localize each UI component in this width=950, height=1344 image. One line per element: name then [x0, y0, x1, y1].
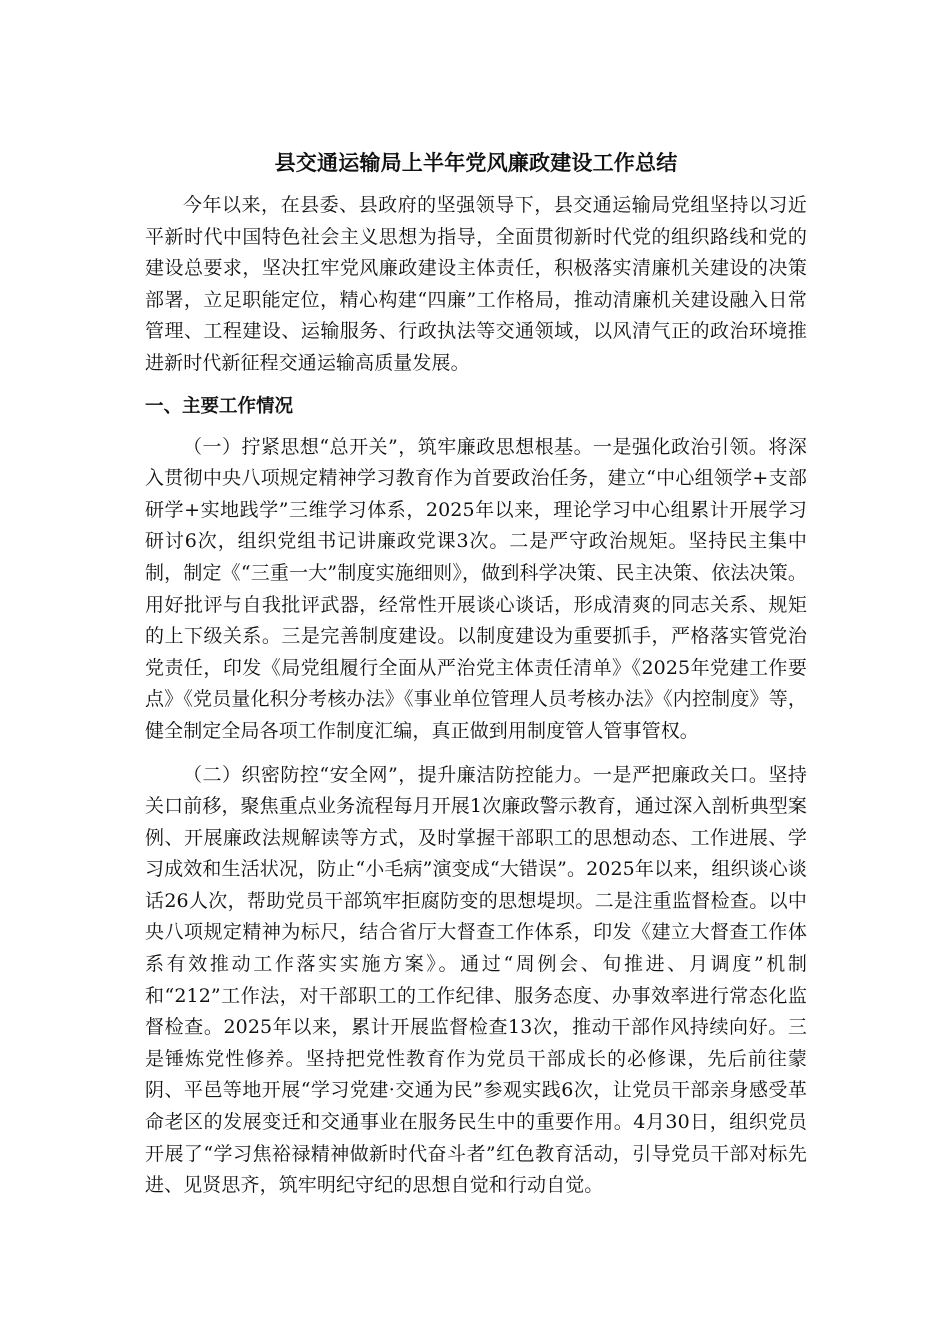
document-title: 县交通运输局上半年党风廉政建设工作总结: [274, 151, 678, 175]
section-heading-main-work: 一、主要工作情况: [145, 395, 294, 417]
paragraph-ideology: （一）拧紧思想“总开关”，筑牢廉政思想根基。一是强化政治引领。将深入贯彻中央八项规定精神学习教育作为首要政治任务，建立“中心组领学+支部研学+实地践学”三维学习体系，2025年以来，理论学习中心组累计开展学习研讨6次，组织党组书记讲廉政党课3次。二是严守政治规矩。坚持民主集中制，制定《“三重一大”制度实施细则》，做到科学决策、民主决策、依法决策。用好批评与自我批评武器，经常性开展谈心谈话，形成清爽的同志关系、规矩的上下级关系。三是完善制度建设。以制度建设为重要抓手，严格落实管党治党责任，印发《局党组履行全面从严治党主体责任清单》《2025年党建工作要点》《党员量化积分考核办法》《事业单位管理人员考核办法》《内控制度》等，健全制定全局各项工作制度汇编，真正做到用制度管人管事管权。: [145, 435, 807, 742]
intro-paragraph: 今年以来，在县委、县政府的坚强领导下，县交通运输局党组坚持以习近平新时代中国特色社会主义思想为指导，全面贯彻新时代党的组织路线和党的建设总要求，坚决扛牢党风廉政建设主体责任，积极落实清廉机关建设的决策部署，立足职能定位，精心构建“四廉”工作格局，推动清廉机关建设融入日常管理、工程建设、运输服务、行政执法等交通领域，以风清气正的政治环境推进新时代新征程交通运输高质量发展。: [145, 194, 807, 374]
paragraph-risk-control: （二）织密防控“安全网”，提升廉洁防控能力。一是严把廉政关口。坚持关口前移，聚焦重点业务流程每月开展1次廉政警示教育，通过深入剖析典型案例、开展廉政法规解读等方式，及时掌握干部职工的思想动态、工作进展、学习成效和生活状况，防止“小毛病”演变成“大错误”。2025年以来，组织谈心谈话26人次，帮助党员干部筑牢拒腐防变的思想堤坝。二是注重监督检查。以中央八项规定精神为标尺，结合省厅大督查工作体系，印发《建立大督查工作体系有效推动工作落实实施方案》。通过“周例会、旬推进、月调度”机制和“212”工作法，对干部职工的工作纪律、服务态度、办事效率进行常态化监督检查。2025年以来，累计开展监督检查13次，推动干部作风持续向好。三是锤炼党性修养。坚持把党性教育作为党员干部成长的必修课，先后前往蒙阴、平邑等地开展“学习党建·交通为民”参观实践6次，让党员干部亲身感受革命老区的发展变迁和交通事业在服务民生中的重要作用。4月30日，组织党员开展了“学习焦裕禄精神做新时代奋斗者”红色教育活动，引导党员干部对标先进、见贤思齐，筑牢明纪守纪的思想自觉和行动自觉。: [145, 763, 807, 1197]
paragraph-spacer: [145, 748, 807, 760]
document-body: [145, 148, 807, 1202]
